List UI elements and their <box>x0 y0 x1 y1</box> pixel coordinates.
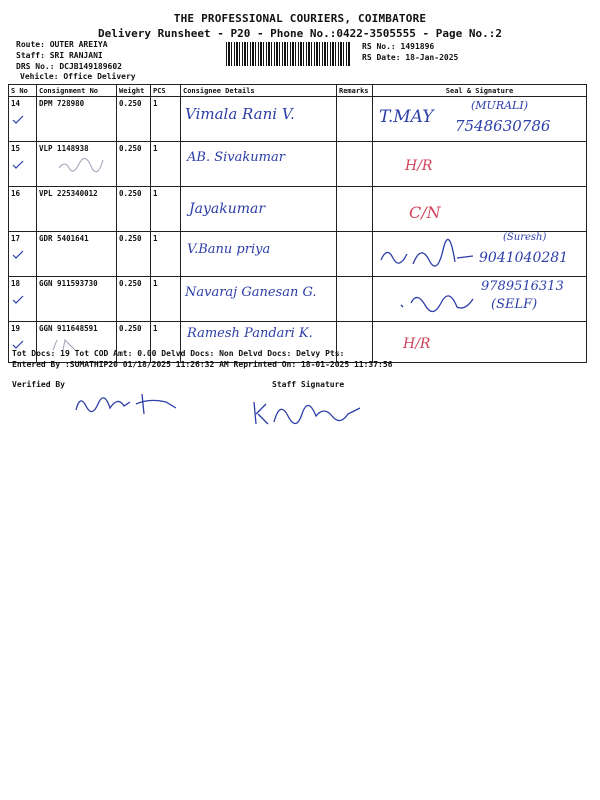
consignment-cell: GGN 911593730 <box>37 277 117 322</box>
consignment-cell: VLP 1148938 <box>37 142 117 187</box>
sno-cell: 19 <box>9 322 37 363</box>
sno-cell: 18 <box>9 277 37 322</box>
rs-date: RS Date: 18-Jan-2025 <box>362 53 459 62</box>
vehicle-label: Vehicle: Office Delivery <box>20 72 136 81</box>
signature-scribble <box>397 289 477 313</box>
col-consignee: Consignee Details <box>181 85 337 97</box>
weight-cell: 0.250 <box>117 97 151 142</box>
verified-by-label: Verified By <box>12 380 65 389</box>
col-seal-signature: Seal & Signature <box>373 85 587 97</box>
tick-mark-icon <box>12 115 24 124</box>
table-row <box>9 187 587 232</box>
staff-signature <box>250 394 370 428</box>
seal-cell: H/R <box>373 142 587 187</box>
rs-number: RS No.: 1491896 <box>362 42 435 51</box>
weight-cell: 0.250 <box>117 322 151 363</box>
remarks-cell <box>337 277 373 322</box>
drs-number: DRS No.: DCJB149189602 <box>16 62 122 71</box>
tick-mark-icon <box>12 340 24 349</box>
tick-mark-icon <box>12 160 24 169</box>
scribble-mark-icon <box>57 156 107 174</box>
company-title: THE PROFESSIONAL COURIERS, COIMBATORE <box>173 12 427 25</box>
col-remarks: Remarks <box>337 85 373 97</box>
consignee-cell: AB. Sivakumar <box>181 142 337 187</box>
weight-cell: 0.250 <box>117 142 151 187</box>
col-pcs: PCS <box>151 85 181 97</box>
col-sno: S No <box>9 85 37 97</box>
seal-cell: 9789516313 (SELF) <box>373 277 587 322</box>
consignee-cell: Jayakumar <box>181 187 337 232</box>
consignee-cell: Ramesh Pandari K. <box>181 322 337 363</box>
verifier-signature <box>70 388 180 422</box>
seal-cell: H/R <box>373 322 587 363</box>
entered-by-line: Entered By :SUMATHIP20 01/18/2025 11:26:32 AM Reprinted On: 18-01-2025 11:37:56 <box>12 360 393 369</box>
pcs-cell: 1 <box>151 322 181 363</box>
staff-label: Staff: SRI RANJANI <box>16 51 103 60</box>
remarks-cell <box>337 97 373 142</box>
weight-cell: 0.250 <box>117 277 151 322</box>
consignment-cell: DPM 728980 <box>37 97 117 142</box>
remarks-cell <box>337 142 373 187</box>
seal-cell: (Suresh) 9041040281 <box>373 232 587 277</box>
table-row <box>9 277 587 322</box>
remarks-cell <box>337 187 373 232</box>
route-label: Route: OUTER AREIYA <box>16 40 108 49</box>
runsheet-table <box>8 84 587 363</box>
tick-mark-icon <box>12 295 24 304</box>
pcs-cell: 1 <box>151 187 181 232</box>
pcs-cell: 1 <box>151 97 181 142</box>
sno-cell: 17 <box>9 232 37 277</box>
seal-cell: C/N <box>373 187 587 232</box>
table-row <box>9 97 587 142</box>
weight-cell: 0.250 <box>117 187 151 232</box>
staff-signature-label: Staff Signature <box>272 380 345 389</box>
consignee-cell: Navaraj Ganesan G. <box>181 277 337 322</box>
table-header-row <box>9 85 587 97</box>
table-row <box>9 232 587 277</box>
col-weight: Weight <box>117 85 151 97</box>
sno-cell: 14 <box>9 97 37 142</box>
consignee-cell: Vimala Rani V. <box>181 97 337 142</box>
totals-line: Tot Docs: 19 Tot COD Amt: 0.00 Delvd Docs: Non Delvd Docs: Delvy Pts: <box>12 349 345 358</box>
consignment-cell: GDR 5401641 <box>37 232 117 277</box>
table-row <box>9 142 587 187</box>
sno-cell: 15 <box>9 142 37 187</box>
weight-cell: 0.250 <box>117 232 151 277</box>
consignee-cell: V.Banu priya <box>181 232 337 277</box>
col-consignment: Consignment No <box>37 85 117 97</box>
seal-cell: T.MAY (MURALI) 7548630786 <box>373 97 587 142</box>
tick-mark-icon <box>12 250 24 259</box>
signature-scribble <box>377 240 477 270</box>
remarks-cell <box>337 232 373 277</box>
consignment-cell: VPL 225340012 <box>37 187 117 232</box>
pcs-cell: 1 <box>151 232 181 277</box>
pcs-cell: 1 <box>151 142 181 187</box>
consignment-cell: GGN 911648591 <box>37 322 117 363</box>
pcs-cell: 1 <box>151 277 181 322</box>
barcode-image <box>226 42 350 66</box>
sno-cell: 16 <box>9 187 37 232</box>
runsheet-subtitle: Delivery Runsheet - P20 - Phone No.:0422-3505555 - Page No.:2 <box>98 27 502 40</box>
